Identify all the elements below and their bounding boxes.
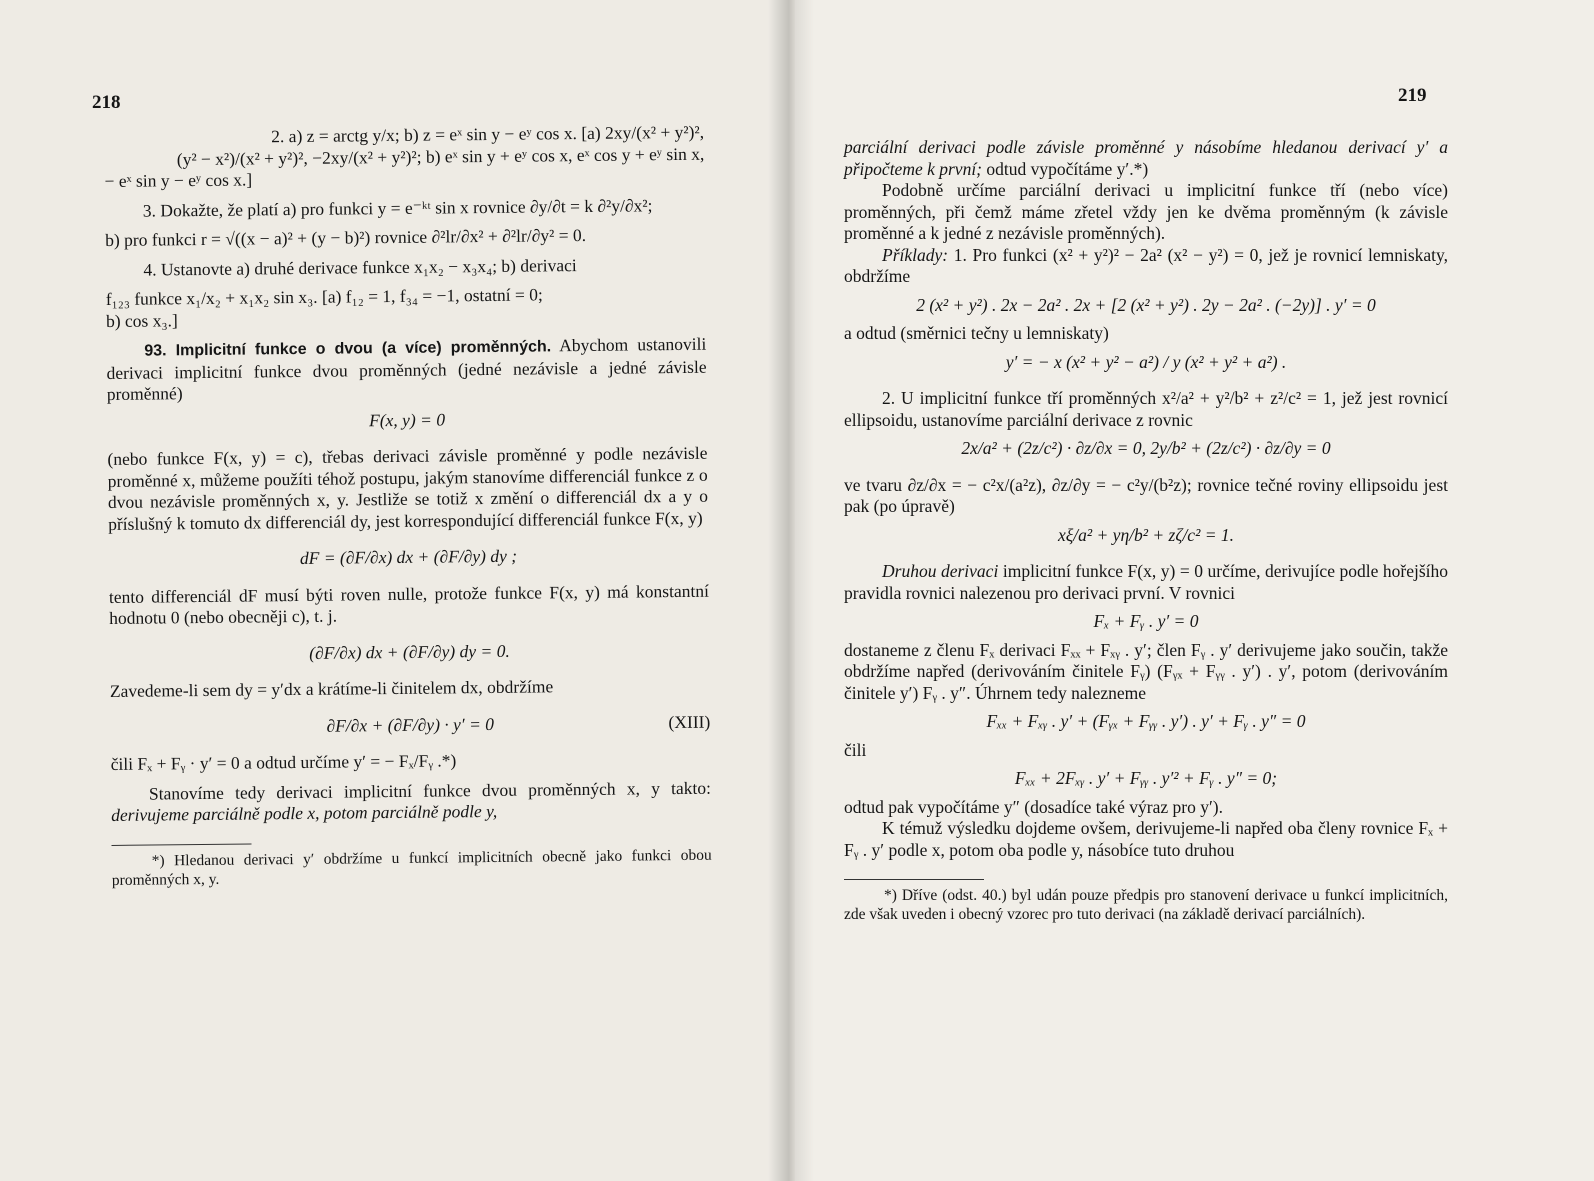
equation-first-derivative: Fₓ + Fᵧ . y′ = 0	[1093, 611, 1199, 631]
equation-y-prime: y′ = − x (x² + y² − a²) / y (x² + y² + a²) .	[1005, 351, 1287, 372]
equation-partials: 2x/a² + (2z/c²) · ∂z/∂x = 0, 2y/b² + (2z/c²) · ∂z/∂y = 0	[961, 438, 1331, 458]
section-93	[106, 334, 707, 406]
paragraph-ve-tvaru: ve tvaru ∂z/∂x = − c²x/(a²z), ∂z/∂y = − c²y/(b²z); rovnice tečné roviny ellipsoidu jest pak (po úpravě)	[844, 474, 1448, 516]
exercise-3-b: b) pro funkci r = √((x − a)² + (y − b)²) rovnice ∂²lr/∂x² + ∂²lr/∂y² = 0.	[105, 224, 587, 250]
equation-F: F(x, y) = 0	[368, 408, 446, 430]
paragraph-second-derivative	[844, 561, 1448, 604]
exercise-4-continued: f₁₂₃ funkce x₁/x₂ + x₁x₂ sin x₃. [a) f₁₂ = 1, f₃₄ = −1, ostatní = 0;	[105, 284, 543, 309]
exercise-4: 4. Ustanovte a) druhé derivace funkce x₁x₂ − x₃x₄; b) derivaci	[143, 254, 577, 280]
paragraph-5	[111, 777, 711, 826]
example-2: 2. U implicitní funkce tří proměnných x²/a² + y²/b² + z²/c² = 1, jež jest rovnicí ellipsoidu, ustanovíme parciální derivace z rovnic	[844, 388, 1448, 430]
paragraph-3: Zavedeme-li sem dy = y′dx a krátíme-li činitelem dx, obdržíme	[109, 676, 554, 701]
left-page	[0, 0, 795, 1181]
page-number-right: 219	[1398, 85, 1427, 106]
second-derivative-italic: Druhou derivaci	[882, 561, 999, 581]
rule-italic: parciální derivaci podle závisle proměnné y násobíme hledanou derivací y′ a připočteme k první;	[844, 137, 1448, 179]
equation-xiii-label: (XIII)	[668, 711, 711, 732]
equation-xiii-body: ∂F/∂x + (∂F/∂y) · y′ = 0	[326, 713, 495, 736]
equation-dF: dF = (∂F/∂x) dx + (∂F/∂y) dy ;	[299, 545, 518, 568]
footnote-rule-right	[844, 879, 984, 880]
paragraph-dostaneme: dostaneme z členu Fₓ derivaci Fₓₓ + Fₓᵧ . y′; člen Fᵧ . y′ derivujeme jako součin, takže obdržíme napřed (derivováním činitele Fᵧ) (Fᵧₓ + Fᵧᵧ . y′) . y′, potom (derivováním činitele y′) Fᵧ . y″. Úhrnem tedy nalezneme	[844, 639, 1448, 703]
second-derivative-text: implicitní funkce F(x, y) = 0 určíme, derivujíce podle hořejšího pravidla rovnici nalezenou pro derivaci první. V rovnici	[844, 561, 1449, 603]
paragraph-y-double-prime: odtud pak vypočítáme y″ (dosadíce také výraz pro y′).	[844, 796, 1223, 817]
equation-xiii	[110, 711, 710, 739]
exercise-2-end: − eˣ sin y − eʸ cos x.]	[104, 169, 253, 191]
exercise-3: 3. Dokažte, že platí a) pro funkci y = e⁻ᵏᵗ sin x rovnice ∂y/∂t = k ∂²y/∂x²;	[142, 194, 653, 221]
equation-second-a: Fₓₓ + Fₓᵧ . y′ + (Fᵧₓ + Fᵧᵧ . y′) . y′ + Fᵧ . y″ = 0	[986, 711, 1306, 731]
equation-lemniscate: 2 (x² + y²) . 2x − 2a² . 2x + [2 (x² + y²) . 2y − 2a² . (−2y)] . y′ = 0	[916, 294, 1376, 315]
paragraph-5-text: Stanovíme tedy derivaci implicitní funkce dvou proměnných x, y takto:	[148, 777, 712, 804]
exercise-2: 2. a) z = arctg y/x; b) z = eˣ sin y − eʸ cos x. [a) 2xy/(x² + y²)²,	[271, 121, 705, 147]
paragraph-same-result: K témuž výsledku dojdeme ovšem, derivujeme-li napřed oba členy rovnice Fₓ + Fᵧ . y′ podle x, potom oba podle y, násobíce tuto druhou	[844, 818, 1448, 860]
right-page-text	[844, 137, 1448, 924]
footnote-rule	[112, 843, 252, 845]
paragraph-tangent-slope: a odtud (směrnici tečny u lemniskaty)	[844, 323, 1109, 343]
section-intro: Abychom ustanovili derivaci implicitní funkce dvou proměnných (jedné nezávisle a jedné závisle proměnné)	[106, 333, 707, 404]
page-number-left: 218	[92, 92, 121, 113]
examples-label: Příklady:	[882, 244, 949, 265]
rule-rest: odtud vypočítáme y′.*)	[986, 158, 1149, 179]
paragraph-three-variables: Podobně určíme parciální derivaci u implicitní funkce tří (nebo více) proměnných, při čemž máme zřetel vždy jen ke dvěma proměnným (k závisle proměnné a k jedné z nezávisle proměnných).	[844, 180, 1448, 243]
footnote-left: *) Hledanou derivaci y′ obdržíme u funkcí implicitních obecně jako funkci obou proměnných x, y.	[111, 846, 712, 889]
exercise-4-end: b) cos x₃.]	[105, 309, 178, 331]
equation-second-b: Fₓₓ + 2Fₓᵧ . y′ + Fᵧᵧ . y′² + Fᵧ . y″ = 0;	[1014, 768, 1278, 788]
section-heading: 93. Implicitní funkce o dvou (a více) proměnných.	[144, 338, 552, 360]
equation-tangent-plane: xξ/a² + yη/b² + zζ/c² = 1.	[1058, 524, 1234, 545]
word-cili: čili	[844, 739, 867, 760]
book-gutter-shadow	[768, 0, 814, 1181]
paragraph-1: (nebo funkce F(x, y) = c), třebas derivaci závisle proměnné y podle nezávisle proměnné x, můžeme použíti téhož postupu, jakým stanovíme differenciál funkce z o dvou nezávisle proměnných x, y. Jestliže se totiž x změní o differenciál dx a y o příslušný k tomuto dx differenciál dy, jest korrespondující differenciál funkce F(x, y)	[107, 442, 708, 534]
left-page-text	[104, 122, 712, 890]
right-page	[795, 0, 1594, 1181]
paragraph-2: tento differenciál dF musí býti roven nulle, protože funkce F(x, y) má konstantní hodnotu 0 (nebo obecněji c), t. j.	[108, 580, 709, 628]
footnote-right: *) Dříve (odst. 40.) byl udán pouze předpis pro stanovení derivace u funkcí implicitních, zde však uveden i obecný vzorec pro tuto derivaci (na základě derivací parciálních).	[844, 887, 1448, 923]
paragraph-4: čili Fₓ + Fᵧ · y′ = 0 a odtud určíme y′ = − Fₓ/Fᵧ .*)	[110, 750, 457, 774]
example-1	[844, 245, 1448, 288]
example-1-text: 1. Pro funkci (x² + y²)² − 2a² (x² − y²) = 0, jež je rovnicí lemniskaty, obdržíme	[844, 244, 1449, 286]
exercise-2-continued: (y² − x²)/(x² + y²)², −2xy/(x² + y²)²; b) eˣ sin y + eʸ cos x, eˣ cos y + eʸ sin x,	[176, 143, 705, 169]
paragraph-5-italic: derivujeme parciálně podle x, potom parciálně podle y,	[111, 800, 498, 825]
equation-zero: (∂F/∂x) dx + (∂F/∂y) dy = 0.	[309, 640, 510, 663]
paragraph-rule	[844, 137, 1448, 180]
